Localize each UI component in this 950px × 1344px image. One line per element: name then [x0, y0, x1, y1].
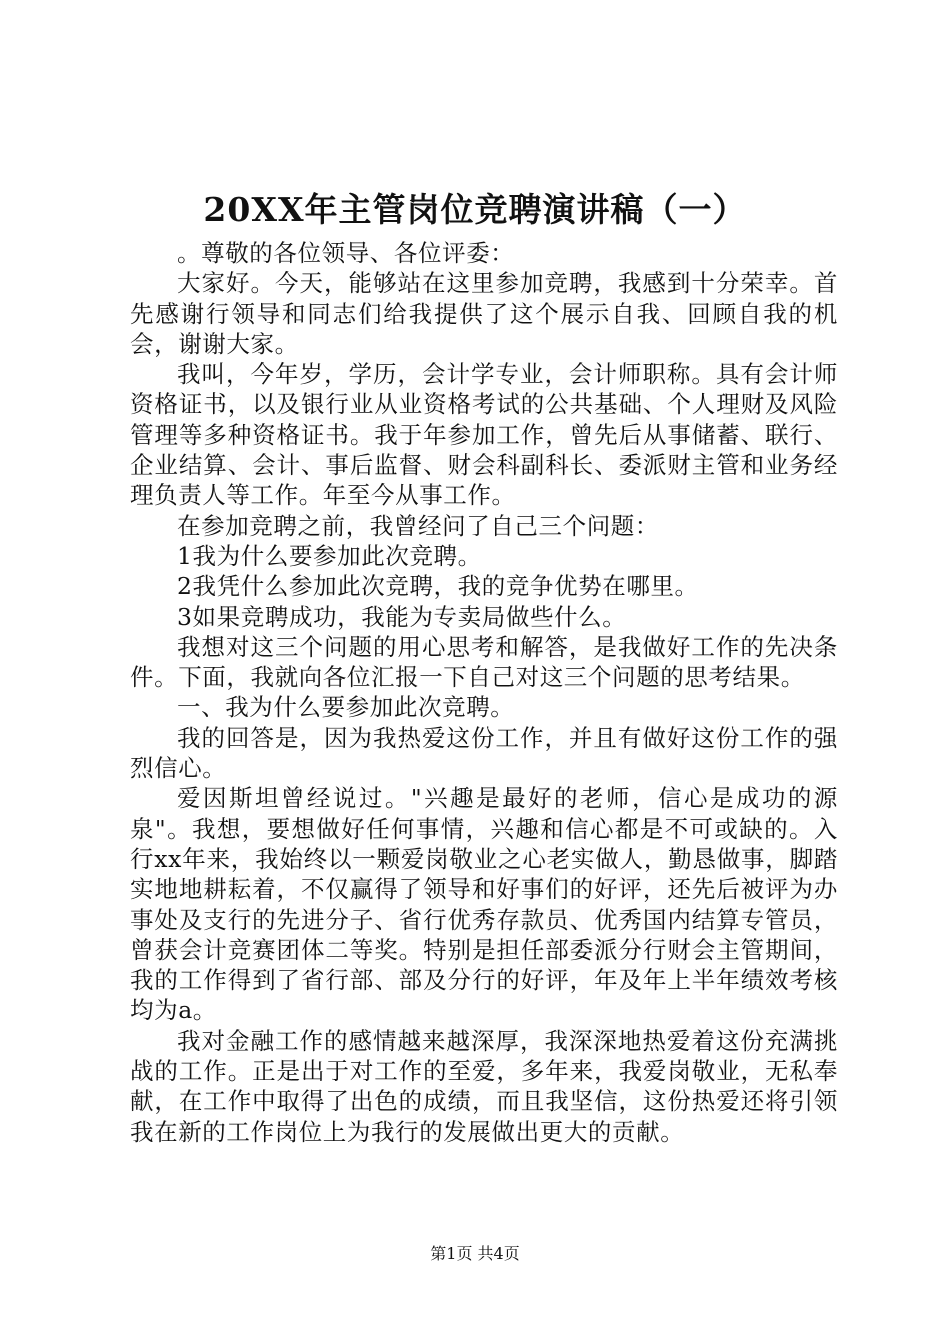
page-footer: 第1页 共4页: [430, 1244, 520, 1263]
body-paragraph: 在参加竞聘之前，我曾经问了自己三个问题：: [177, 511, 659, 540]
question-item: 1我为什么要参加此次竞聘。: [177, 541, 482, 570]
body-paragraph: 爱因斯坦曾经说过。"兴趣是最好的老师，信心是成功的源泉"。我想，要想做好任何事情，兴趣和信心都是不可或缺的。入行xx年来，我始终以一颗爱岗敬业之心老实做人，勤恳做事，脚踏实地地耕耘着，不仅赢得了领导和好事们的好评，还先后被评为办事处及支行的先进分子、省行优秀存款员、优秀国内结算专管员，曾获会计竞赛团体二等奖。特别是担任部委派分行财会主管期间，我的工作得到了省行部、部及分行的好评，年及年上半年绩效考核均为a。: [130, 784, 838, 1025]
body-paragraph: 我的回答是，因为我热爱这份工作，并且有做好这份工作的强烈信心。: [130, 723, 838, 783]
section-heading: 一、我为什么要参加此次竞聘。: [177, 693, 515, 722]
salutation-paragraph: 。尊敬的各位领导、各位评委：: [177, 239, 515, 267]
document-body: [130, 238, 838, 1147]
question-item: 2我凭什么参加此次竞聘，我的竞争优势在哪里。: [177, 572, 699, 601]
body-paragraph: 大家好。今天，能够站在这里参加竞聘，我感到十分荣幸。首先感谢行领导和同志们给我提供了这个展示自我、回顾自我的机会，谢谢大家。: [130, 269, 838, 358]
body-paragraph: 我想对这三个问题的用心思考和解答，是我做好工作的先决条件。下面，我就向各位汇报一下自己对这三个问题的思考结果。: [130, 632, 838, 692]
body-paragraph: 我叫，今年岁，学历，会计学专业，会计师职称。具有会计师资格证书，以及银行业从业资格考试的公共基础、个人理财及风险管理等多种资格证书。我于年参加工作，曾先后从事储蓄、联行、企业结算、会计、事后监督、财会科副科长、委派财主管和业务经理负责人等工作。年至今从事工作。: [130, 360, 838, 510]
question-item: 3如果竞聘成功，我能为专卖局做些什么。: [177, 602, 627, 631]
body-paragraph: 我对金融工作的感情越来越深厚，我深深地热爱着这份充满挑战的工作。正是出于对工作的至爱，多年来，我爱岗敬业，无私奉献，在工作中取得了出色的成绩，而且我坚信，这份热爱还将引领我在新的工作岗位上为我行的发展做出更大的贡献。: [130, 1026, 838, 1146]
document-title: 20XX年主管岗位竞聘演讲稿（一）: [203, 190, 747, 229]
